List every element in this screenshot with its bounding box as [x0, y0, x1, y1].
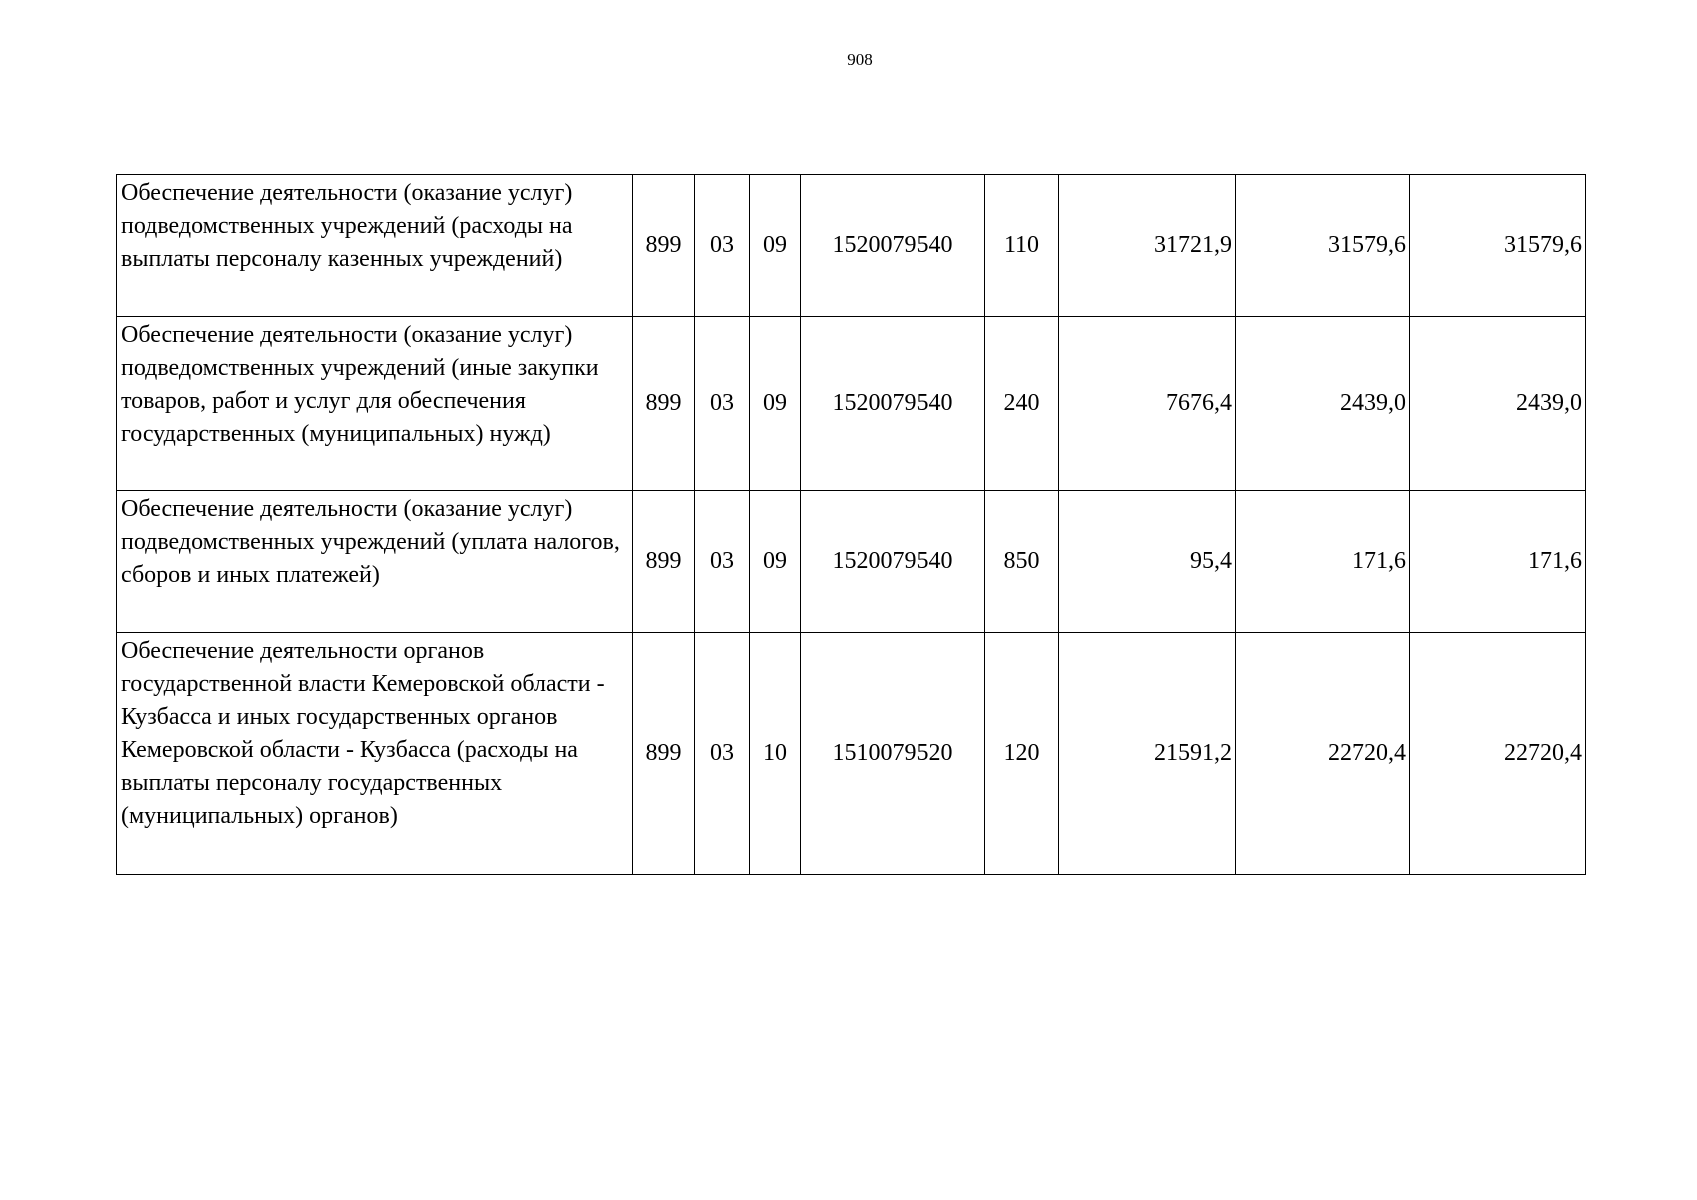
ministry-code: 899 — [633, 175, 695, 317]
amount-year-3: 31579,6 — [1410, 175, 1586, 317]
table-row — [117, 175, 1586, 317]
section-code: 03 — [695, 491, 750, 633]
expense-type-code: 110 — [985, 175, 1059, 317]
amount-year-1: 21591,2 — [1059, 633, 1236, 875]
budget-table — [116, 174, 1586, 875]
table-row — [117, 491, 1586, 633]
row-description: Обеспечение деятельности (оказание услуг) подведомственных учреждений (иные закупки товаров, работ и услуг для обеспечения государственных (муниципальных) нужд) — [117, 317, 633, 491]
ministry-code: 899 — [633, 491, 695, 633]
target-article-code: 1520079540 — [801, 175, 985, 317]
table-row — [117, 317, 1586, 491]
amount-year-2: 171,6 — [1236, 491, 1410, 633]
ministry-code: 899 — [633, 633, 695, 875]
expense-type-code: 240 — [985, 317, 1059, 491]
subsection-code: 09 — [750, 175, 801, 317]
subsection-code: 09 — [750, 491, 801, 633]
page-number: 908 — [847, 50, 873, 69]
table-row — [117, 633, 1586, 875]
row-description: Обеспечение деятельности (оказание услуг) подведомственных учреждений (уплата налогов, сборов и иных платежей) — [117, 491, 633, 633]
amount-year-3: 22720,4 — [1410, 633, 1586, 875]
expense-type-code: 850 — [985, 491, 1059, 633]
row-description: Обеспечение деятельности органов государственной власти Кемеровской области - Кузбасса и иных государственных органов Кемеровской области - Кузбасса (расходы на выплаты персоналу государственных (муниципальных) органов) — [117, 633, 633, 875]
ministry-code: 899 — [633, 317, 695, 491]
row-description: Обеспечение деятельности (оказание услуг) подведомственных учреждений (расходы на выплаты персоналу казенных учреждений) — [117, 175, 633, 317]
subsection-code: 09 — [750, 317, 801, 491]
target-article-code: 1510079520 — [801, 633, 985, 875]
amount-year-3: 2439,0 — [1410, 317, 1586, 491]
amount-year-1: 7676,4 — [1059, 317, 1236, 491]
amount-year-3: 171,6 — [1410, 491, 1586, 633]
amount-year-2: 22720,4 — [1236, 633, 1410, 875]
expense-type-code: 120 — [985, 633, 1059, 875]
amount-year-2: 2439,0 — [1236, 317, 1410, 491]
subsection-code: 10 — [750, 633, 801, 875]
section-code: 03 — [695, 175, 750, 317]
amount-year-1: 31721,9 — [1059, 175, 1236, 317]
section-code: 03 — [695, 317, 750, 491]
target-article-code: 1520079540 — [801, 317, 985, 491]
target-article-code: 1520079540 — [801, 491, 985, 633]
amount-year-1: 95,4 — [1059, 491, 1236, 633]
section-code: 03 — [695, 633, 750, 875]
amount-year-2: 31579,6 — [1236, 175, 1410, 317]
